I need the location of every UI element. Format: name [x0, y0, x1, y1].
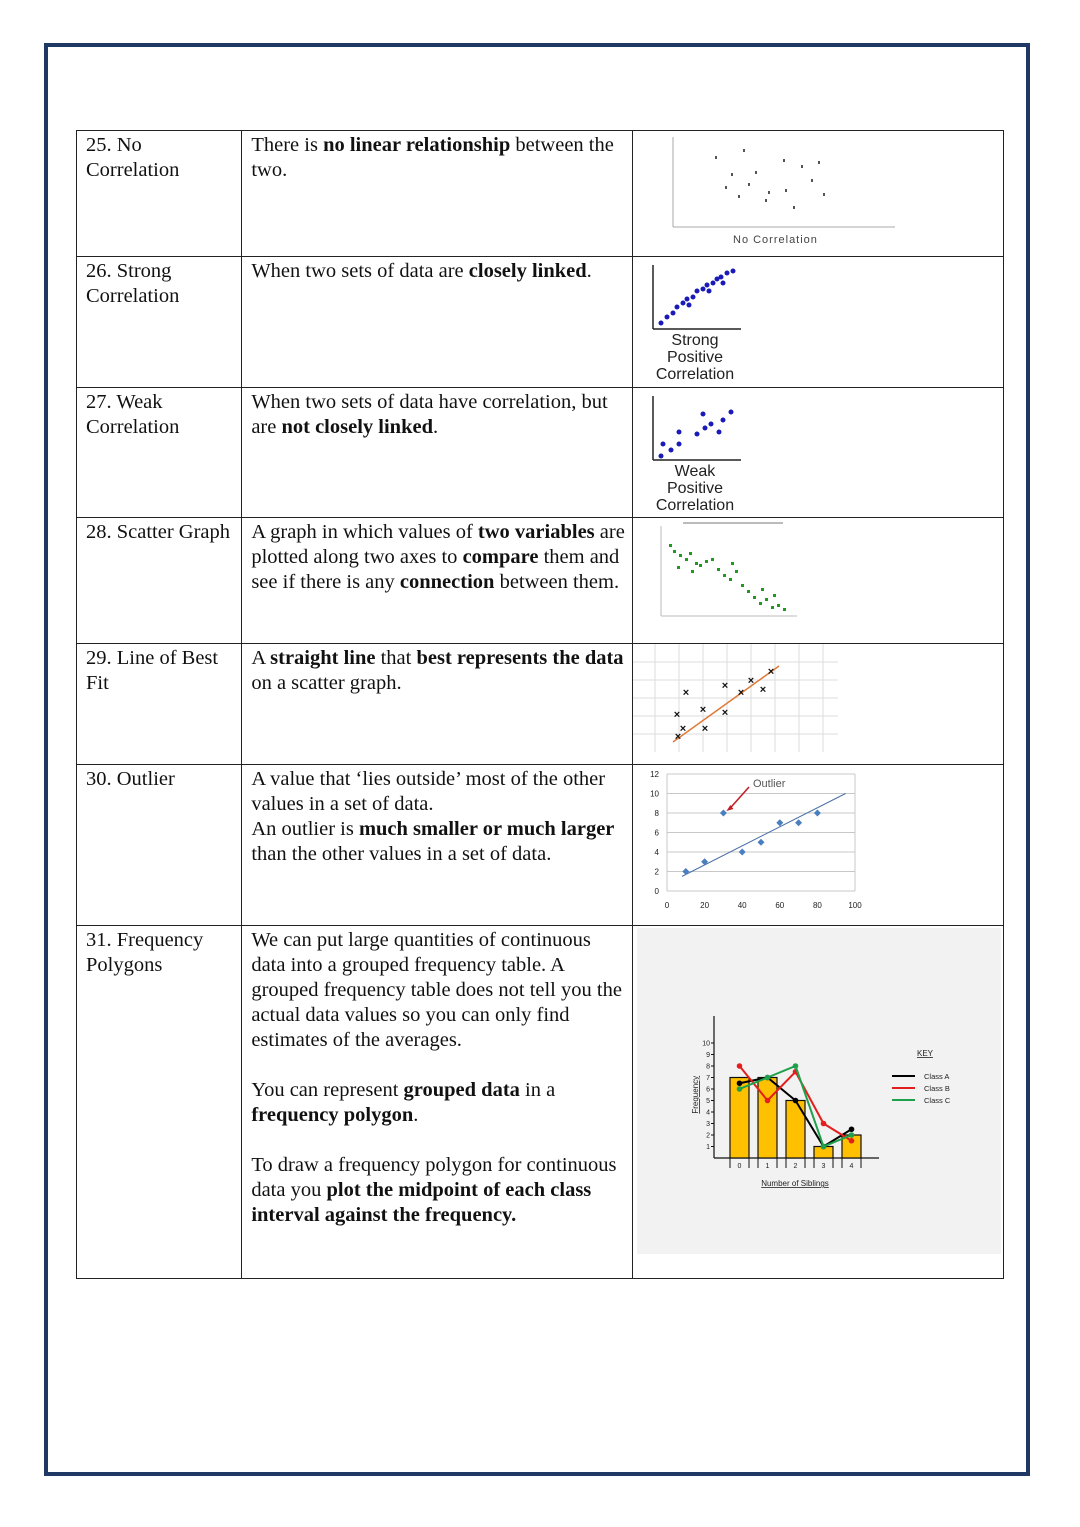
legend-title: KEY	[916, 1049, 933, 1058]
y-tick-label: 9	[706, 1052, 710, 1059]
definition-run: that	[375, 647, 417, 669]
svg-text:×: ×	[682, 687, 690, 699]
definition-run: on a scatter graph.	[251, 672, 402, 694]
x-tick-label: 60	[775, 901, 785, 910]
y-tick-label: 6	[654, 828, 659, 838]
polygon-point	[737, 1086, 743, 1092]
data-point	[682, 868, 689, 875]
term-text: 29. Line of Best Fit	[86, 647, 219, 694]
polygon-point	[737, 1063, 743, 1069]
frequency-polygon-chart	[633, 926, 1003, 1279]
definition-bold-run: plot the midpoint of each class interval against the frequency.	[251, 1179, 592, 1226]
table-row	[77, 765, 1004, 926]
polygon-point	[793, 1063, 799, 1069]
term-cell	[77, 131, 242, 257]
image-cell	[632, 131, 1003, 257]
image-cell	[632, 257, 1003, 388]
svg-text:×: ×	[737, 687, 745, 699]
image-cell	[632, 926, 1003, 1279]
definition-run: An outlier is	[251, 818, 359, 840]
definition-text	[251, 259, 626, 284]
table-row	[77, 518, 1004, 644]
y-tick-label: 10	[650, 789, 659, 799]
definition-bold-run: closely linked	[468, 260, 587, 282]
y-tick-label: 2	[654, 867, 659, 877]
scatter-graph-example	[633, 518, 1003, 636]
term-text: 28. Scatter Graph	[86, 521, 231, 543]
term-cell	[77, 765, 242, 926]
y-axis-label: Frequency	[690, 1075, 700, 1114]
polygon-point	[821, 1144, 827, 1150]
y-tick-label: 8	[654, 809, 659, 818]
plot-caption: No Correlation	[732, 234, 818, 246]
definition-bold-run: frequency polygon	[251, 1104, 414, 1126]
histogram-bar	[758, 1078, 777, 1159]
definition-text	[251, 646, 626, 696]
definition-run: .	[432, 416, 439, 438]
table-row	[77, 131, 1004, 257]
definition-run: in a	[519, 1079, 556, 1101]
definition-run: A	[251, 647, 271, 669]
x-tick-label: 20	[700, 901, 710, 910]
scatter-points	[658, 410, 733, 459]
x-tick-label: 1	[765, 1163, 770, 1170]
definition-cell	[242, 518, 633, 644]
definition-text	[251, 520, 626, 595]
strong-correlation-plot	[649, 263, 749, 339]
x-tick-label: 40	[737, 901, 747, 910]
plot-caption: Strong Positive Correlation	[655, 332, 735, 383]
definition-text	[251, 133, 626, 183]
histogram-bar	[786, 1101, 805, 1159]
svg-text:×: ×	[759, 684, 767, 696]
y-tick-label: 6	[706, 1086, 710, 1094]
definition-run: than the other values in a set of data.	[251, 843, 552, 865]
x-tick-label: 100	[848, 901, 862, 910]
definition-run: When two sets of data have correlation, but are	[251, 391, 608, 438]
y-tick-label: 12	[650, 770, 659, 779]
polygon-point	[737, 1080, 743, 1086]
polygon-point	[793, 1098, 799, 1104]
term-text: 26. Strong Correlation	[86, 260, 180, 307]
definition-bold-run: two variables	[477, 521, 595, 543]
legend-label: Class A	[923, 1072, 950, 1081]
definition-bold-run: straight line	[270, 647, 376, 669]
definition-run: There is	[251, 134, 324, 156]
line-of-best-fit-plot	[633, 644, 1003, 757]
x-tick-label: 0	[737, 1163, 742, 1170]
definition-cell	[242, 765, 633, 926]
definition-run: between the two.	[251, 134, 614, 181]
table-row	[77, 257, 1004, 388]
y-tick-label: 2	[706, 1132, 710, 1140]
term-text: 30. Outlier	[86, 768, 175, 790]
definition-bold-run: connection	[399, 571, 495, 593]
scatter-points	[669, 544, 786, 611]
outlier-label: Outlier	[752, 778, 786, 790]
trend-line	[682, 794, 846, 877]
svg-text:×: ×	[673, 709, 681, 721]
term-cell	[77, 926, 242, 1279]
polygon-point	[849, 1132, 855, 1138]
polygon-point	[849, 1126, 855, 1132]
legend-label: Class C	[923, 1096, 951, 1105]
definition-bold-run: no linear relationship	[323, 134, 511, 156]
table-row	[77, 388, 1004, 518]
x-tick-label: 3	[821, 1163, 826, 1170]
term-cell	[77, 257, 242, 388]
image-cell	[632, 765, 1003, 926]
svg-text:×: ×	[701, 723, 709, 735]
polygon-point	[765, 1075, 771, 1081]
term-cell	[77, 388, 242, 518]
outlier-arrow	[729, 787, 749, 809]
definition-run: .	[413, 1104, 419, 1126]
definition-bold-run: much smaller or much larger	[358, 818, 615, 840]
definition-run: To draw a frequency polygon for continuous data you	[251, 1154, 617, 1201]
x-tick-label: 80	[812, 901, 822, 910]
definition-run: A value that ‘lies outside’ most of the other values in a set of data.	[251, 768, 606, 815]
no-correlation-plot	[633, 131, 1003, 249]
polygon-point	[821, 1121, 827, 1127]
svg-text:×: ×	[674, 731, 682, 743]
definition-cell	[242, 388, 633, 518]
data-point	[739, 849, 746, 856]
scatter-points	[715, 149, 825, 209]
x-tick-label: 4	[849, 1163, 854, 1170]
term-text: 27. Weak Correlation	[86, 391, 180, 438]
definition-run: When two sets of data are	[251, 260, 469, 282]
term-text: 31. Frequency Polygons	[86, 929, 204, 976]
definition-bold-run: grouped data	[403, 1079, 520, 1101]
y-tick-label: 1	[706, 1144, 710, 1151]
definition-cell	[242, 257, 633, 388]
best-fit-line	[673, 666, 779, 742]
svg-text:×: ×	[679, 723, 687, 735]
x-tick-label: 2	[793, 1163, 798, 1170]
polygon-point	[765, 1098, 771, 1104]
definition-cell	[242, 644, 633, 765]
term-cell	[77, 644, 242, 765]
svg-text:×: ×	[747, 675, 755, 687]
svg-text:×: ×	[721, 707, 729, 719]
x-axis-label: Number of Siblings	[761, 1179, 829, 1188]
image-cell	[632, 388, 1003, 518]
definition-text	[251, 390, 626, 440]
y-tick-label: 8	[706, 1063, 710, 1071]
legend-label: Class B	[923, 1084, 950, 1093]
table-row	[77, 644, 1004, 765]
data-point	[720, 810, 727, 817]
definition-text	[251, 928, 626, 1228]
data-point	[814, 810, 821, 817]
weak-correlation-plot	[649, 394, 749, 470]
definition-run: A graph in which values of	[251, 521, 478, 543]
glossary-table	[76, 130, 1004, 1279]
image-cell	[632, 644, 1003, 765]
definition-run: between them.	[494, 571, 620, 593]
definition-run: are plotted along two axes to	[251, 521, 625, 568]
definition-run: .	[586, 260, 592, 282]
table-row	[77, 926, 1004, 1279]
svg-text:×: ×	[767, 666, 775, 678]
term-text: 25. No Correlation	[86, 134, 180, 181]
definition-cell	[242, 131, 633, 257]
y-tick-label: 3	[706, 1121, 710, 1128]
image-cell	[632, 518, 1003, 644]
y-tick-label: 4	[654, 848, 659, 857]
y-tick-label: 4	[706, 1109, 710, 1117]
outlier-chart	[633, 765, 1003, 918]
scatter-points	[658, 269, 735, 326]
definition-run: We can put large quantities of continuous data into a grouped frequency table. A grouped frequency table does not tell you the actual data values so you can only find estimates of the averages.	[251, 929, 622, 1051]
y-tick-label: 5	[706, 1098, 710, 1105]
term-cell	[77, 518, 242, 644]
y-tick-label: 10	[702, 1040, 710, 1048]
definition-bold-run: compare	[462, 546, 539, 568]
definition-text	[251, 767, 626, 867]
x-tick-label: 0	[664, 901, 670, 910]
definition-bold-run: best represents the data	[416, 647, 624, 669]
svg-text:×: ×	[721, 680, 729, 692]
plot-caption: Weak Positive Correlation	[655, 463, 735, 514]
y-tick-label: 0	[654, 887, 659, 896]
y-tick-label: 7	[706, 1075, 710, 1082]
data-point	[795, 819, 802, 826]
definition-run: them and see if there is any	[251, 546, 620, 593]
definition-cell	[242, 926, 633, 1279]
definition-bold-run: not closely linked	[281, 416, 433, 438]
definition-run: You can represent	[251, 1079, 404, 1101]
polygon-point	[849, 1138, 855, 1144]
data-point	[757, 839, 764, 846]
svg-text:×: ×	[699, 704, 707, 716]
